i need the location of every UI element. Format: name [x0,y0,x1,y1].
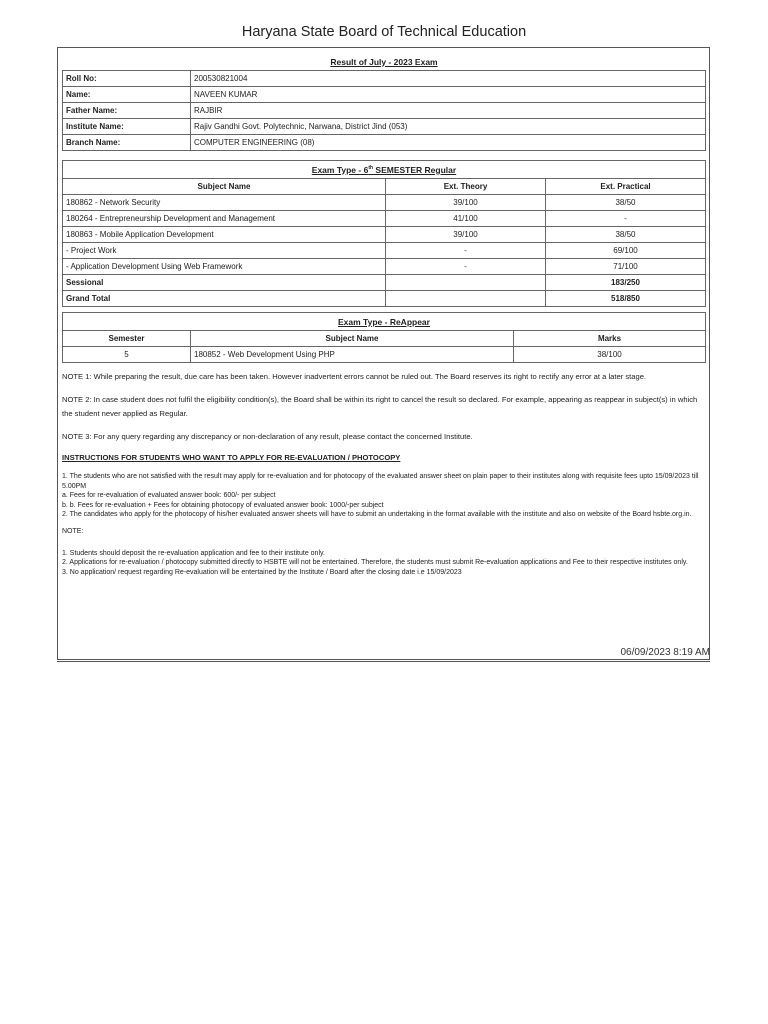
exam-subject-row [63,195,706,211]
subject-name: 180862 - Network Security [63,195,386,211]
instructions-title: INSTRUCTIONS FOR STUDENTS WHO WANT TO APPLY FOR RE-EVALUATION / PHOTOCOPY [62,453,401,462]
notes-section [62,370,706,585]
theory-marks: 39/100 [386,227,546,243]
info-label: Branch Name: [63,135,191,151]
info-value: RAJBIR [191,103,706,119]
reappear-type-row [63,313,706,331]
note-2: NOTE 2: In case student does not fulfil the eligibility condition(s), the Board shall be within its right to cancel the result so declared. For example, appearing as reappear in subject(s) in which the student never applied as Regular. [62,395,698,418]
header-subject: Subject Name [63,179,386,195]
reappear-table [62,312,706,363]
theory-marks: 39/100 [386,195,546,211]
subject-name: - Application Development Using Web Framework [63,259,386,275]
header-semester: Semester [63,331,191,347]
subject-name: - Project Work [63,243,386,259]
instruction-line-4: 2. The candidates who apply for the photocopy of his/her evaluated answer sheets will have to submit an undertaking in the format available with the institute and also on website of the Board hsbte.org.in. [62,511,692,519]
practical-marks: 38/50 [546,195,706,211]
student-info-row [63,103,706,119]
page-title: Haryana State Board of Technical Education [241,24,527,40]
instruction-note-3: 3. No application/ request regarding Re-evaluation will be entertained by the Institute / Board after the closing date i.e 15/09/2023 [62,568,462,576]
grand-total-row [63,291,706,307]
note-1: NOTE 1: While preparing the result, due care has been taken. However inadvertent errors cannot be ruled out. The Board reserves its right to rectify any error at a later stage. [62,372,647,381]
header-reappear-subject: Subject Name [191,331,514,347]
sessional-row [63,275,706,291]
reappear-type-caption: Exam Type - ReAppear [63,313,706,331]
reappear-subject: 180852 - Web Development Using PHP [191,347,514,363]
exam-subject-row [63,243,706,259]
exam-type-prefix: Exam Type - 6 [311,164,369,175]
exam-subject-row [63,211,706,227]
theory-marks: 41/100 [386,211,546,227]
info-value: 200530821004 [191,71,706,87]
info-value: COMPUTER ENGINEERING (08) [191,135,706,151]
header-practical: Ext. Practical [546,179,706,195]
sessional-theory-cell [386,275,546,291]
result-title: Result of July - 2023 Exam [63,53,706,71]
exam-type-row [63,161,706,179]
regular-exam-table [62,160,706,307]
student-info-table [62,53,706,151]
sessional-value: 183/250 [546,275,706,291]
info-value: Rajiv Gandhi Govt. Polytechnic, Narwana, District Jind (053) [191,119,706,135]
reappear-header-row [63,331,706,347]
instructions-block [62,472,706,519]
exam-type-sup: th [368,164,374,171]
instruction-note-label: NOTE: [62,528,84,536]
theory-marks: - [386,259,546,275]
note-3: NOTE 3: For any query regarding any discrepancy or non-declaration of any result, please contact the concerned Institute. [62,432,473,441]
instruction-note-1: 1. Students should deposit the re-evaluation application and fee to their institute only. [62,549,325,557]
info-value: NAVEEN KUMAR [191,87,706,103]
reappear-semester: 5 [63,347,191,363]
instruction-notes-block [62,549,706,577]
info-label: Father Name: [63,103,191,119]
student-info-row [63,135,706,151]
practical-marks: - [546,211,706,227]
frame-bottom-line [57,661,710,662]
info-label: Name: [63,87,191,103]
subject-name: 180264 - Entrepreneurship Development and Management [63,211,386,227]
student-info-row [63,71,706,87]
header-theory: Ext. Theory [386,179,546,195]
student-info-row [63,87,706,103]
practical-marks: 38/50 [546,227,706,243]
info-label: Roll No: [63,71,191,87]
instruction-line-2: a. Fees for re-evaluation of evaluated answer book: 600/- per subject [62,492,276,500]
instruction-note-2: 2. Applications for re-evaluation / photocopy submitted directly to HSBTE will not be entertained. Therefore, the students must submit Re-evaluation applications and Fee to their respective institutes only. [62,559,688,567]
info-label: Institute Name: [63,119,191,135]
exam-type-suffix: SEMESTER Regular [373,164,457,175]
student-info-row [63,119,706,135]
instruction-line-1: 1. The students who are not satisfied with the result may apply for re-evaluation and for photocopy of the evaluated answer sheet on plain paper to their institutes along with requisite fees upto 15/09/2023 till 5.00PM [62,473,699,490]
header-marks: Marks [514,331,706,347]
subject-name: 180863 - Mobile Application Development [63,227,386,243]
reappear-row [63,347,706,363]
sessional-label: Sessional [63,275,386,291]
grand-total-theory-cell [386,291,546,307]
theory-marks: - [386,243,546,259]
practical-marks: 69/100 [546,243,706,259]
practical-marks: 71/100 [546,259,706,275]
instruction-line-3: b. b. Fees for re-evaluation + Fees for obtaining photocopy of evaluated answer book: 1000/-per subject [62,501,384,509]
exam-header-row [63,179,706,195]
exam-subject-row [63,227,706,243]
instructions-section [62,453,706,577]
exam-type-caption [63,161,706,179]
reappear-marks: 38/100 [514,347,706,363]
result-title-row [63,53,706,71]
grand-total-value: 518/850 [546,291,706,307]
exam-subject-row [63,259,706,275]
timestamp: 06/09/2023 8:19 AM [620,647,710,658]
grand-total-label: Grand Total [63,291,386,307]
